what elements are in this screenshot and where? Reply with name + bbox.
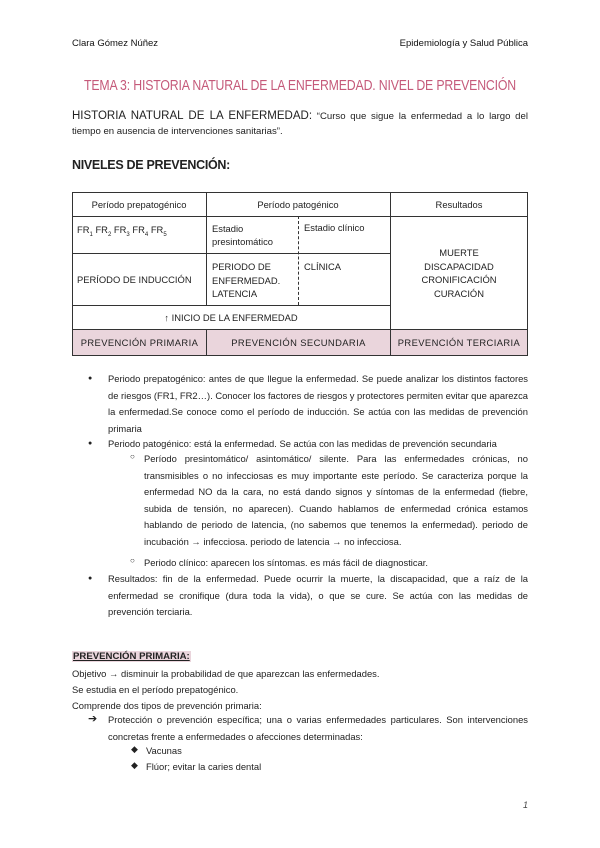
bullet-dot: ●: [88, 440, 93, 447]
diamond-bullet-icon: ◆: [131, 744, 138, 754]
risk-factors: $FR_1$ $FR_2$ $FR_3$ $FR_4$ $FR_5$: [77, 224, 167, 238]
item-vacunas: Vacunas: [146, 745, 182, 756]
prevencion-terciaria-cell: PREVENCIÓN TERCIARIA: [391, 330, 527, 355]
intro-definition: “Curso que sigue la enfermedad a lo largo del tiempo en ausencia de intervenciones sanitarias”.: [72, 111, 528, 137]
bullet-circle: ○: [130, 452, 135, 461]
diamond-bullet-icon: ◆: [131, 760, 138, 770]
header-subject: Epidemiología y Salud Pública: [399, 38, 528, 49]
objetivo-line: Objetivo → disminuir la probabilidad de que aparezcan las enfermedades.: [72, 668, 380, 679]
bullet-dot: ●: [88, 375, 93, 382]
bullet-clinico: Periodo clínico: aparecen los síntomas. es más fácil de diagnosticar.: [144, 557, 429, 568]
intro-paragraph: [72, 109, 528, 139]
header-resultados: Resultados: [435, 198, 483, 210]
item-fluor: Flúor; evitar la caries dental: [146, 761, 262, 772]
resultado-muerte: MUERTE: [439, 247, 479, 258]
resultado-cronificacion: CRONIFICACIÓN: [421, 274, 497, 285]
bullet-presintomatico: Período presintomático/ asintomático/ silente. Para las enfermedades crónicas, no transmisibles o no infecciosas es muy importante este período. Se caracteriza porque la enfermedad NO da la cara, no está dando signos y síntomas de la enfermedad (fiebre, subida de tensión, no aparecen). Cuando hablamos de enfermedad crónica estamos hablando de periodo de latencia, (no sabemos que tenemos la enfermedad). periodo de incubación → infecciosa. periodo de latencia → no infecciosa.: [144, 453, 528, 547]
estudia-line: Se estudia en el período prepatogénico.: [72, 684, 239, 695]
clinica-label: CLÍNICA: [304, 261, 341, 272]
bullet-dot: ●: [88, 575, 93, 582]
page-number: 1: [523, 800, 529, 810]
periodo-induccion: PERÍODO DE INDUCCIÓN: [77, 274, 192, 285]
resultado-curacion: CURACIÓN: [433, 287, 484, 299]
prevencion-primaria-cell: PREVENCIÓN PRIMARIA: [73, 330, 206, 355]
header-patogenico: Período patogénico: [257, 198, 339, 210]
prevencion-primaria-heading: PREVENCIÓN PRIMARIA:: [73, 651, 190, 662]
prevention-table: [72, 192, 528, 356]
resultados-list: [391, 217, 527, 329]
estadio-presintomatico: Estadio presintomático: [212, 223, 273, 247]
prevencion-secundaria-cell: PREVENCIÓN SECUNDARIA: [207, 330, 390, 355]
resultado-discapacidad: DISCAPACIDAD: [424, 260, 494, 272]
arrow-bullet-icon: ➔: [88, 713, 98, 725]
header-author: Clara Gómez Núñez: [72, 38, 159, 49]
bullet-resultados: Resultados: fin de la enfermedad. Puede ocurrir la muerte, la discapacidad, que a raíz de la enfermedad se cronifique (dura toda la vida), o que se cure. Se actúa con las medidas de prevención terciaria.: [108, 573, 528, 617]
page-title: TEMA 3: HISTORIA NATURAL DE LA ENFERMEDAD. NIVEL DE PREVENCIÓN: [83, 77, 517, 94]
proteccion-paragraph: Protección o prevención específica; una o varias enfermedades particulares. Son intervenciones concretas frente a enfermedades o afecciones determinadas:: [108, 714, 528, 742]
header-prepatogenico: Período prepatogénico: [91, 198, 187, 210]
bullet-prepatogenico: Periodo prepatogénico: antes de que llegue la enfermedad. Se puede analizar los distintos factores de riesgos (FR1, FR2…). Conocer los factores de riesgos y protectores permiten evitar que aparezca la enfermedad.Se conoce como el período de inducción. Se actúa con las medidas de prevención primaria: [108, 373, 528, 434]
comprende-line: Comprende dos tipos de prevención primaria:: [72, 700, 262, 711]
intro-heading: HISTORIA NATURAL DE LA ENFERMEDAD:: [72, 110, 313, 122]
inicio-enfermedad: ↑ INICIO DE LA ENFERMEDAD: [164, 312, 298, 323]
niveles-heading: NIVELES DE PREVENCIÓN:: [72, 158, 231, 172]
periodo-enfermedad-latencia: PERIODO DE ENFERMEDAD. LATENCIA: [212, 261, 281, 299]
estadio-clinico: Estadio clínico: [304, 222, 365, 233]
bullet-circle: ○: [130, 556, 135, 565]
bullet-patogenico: Periodo patogénico: está la enfermedad. Se actúa con las medidas de prevención secundaria: [108, 438, 497, 449]
